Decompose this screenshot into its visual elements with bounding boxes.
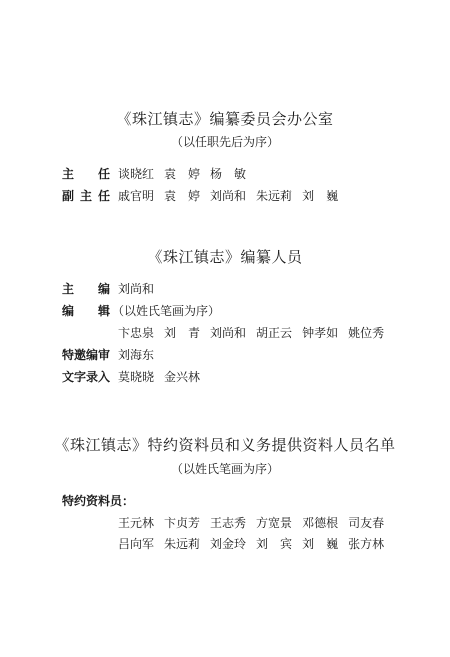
name-list [112, 302, 220, 319]
person-name: 刘 巍 [302, 189, 339, 203]
name-list [118, 324, 384, 341]
person-name: 钟孝如 [302, 326, 339, 340]
person-name: 张方林 [348, 537, 385, 551]
section1-title: 《珠江镇志》编纂委员会办公室 [116, 110, 334, 128]
person-name: 邓德根 [302, 516, 339, 530]
section2-title: 《珠江镇志》编纂人员 [147, 248, 303, 266]
row-label: 主 编 [62, 282, 110, 296]
person-name: 杨 敏 [210, 167, 247, 181]
row-label: 文字录入 [62, 370, 111, 384]
section3-title: 《珠江镇志》特约资料员和义务提供资料人员名单 [54, 436, 396, 454]
person-name: 刘 青 [164, 326, 201, 340]
row-label: 副 主 任 [62, 189, 110, 203]
row-label: 特邀编审 [62, 348, 111, 362]
name-list [118, 280, 154, 297]
name-list [118, 368, 200, 385]
person-name: 朱远莉 [256, 189, 293, 203]
person-name: 刘 宾 [256, 537, 293, 551]
person-name: 刘金玲 [210, 537, 247, 551]
person-name: 方宽景 [256, 516, 293, 530]
name-list [118, 514, 384, 531]
person-name: 莫晓晓 [118, 370, 155, 384]
person-name: 刘 巍 [302, 537, 339, 551]
person-name: 卞忠泉 [118, 326, 155, 340]
name-list [118, 535, 384, 552]
person-name: 谈晓红 [118, 167, 155, 181]
person-name: 袁 婷 [164, 167, 201, 181]
person-name: 卞贞芳 [164, 516, 201, 530]
section3-note: （以姓氏笔画为序） [170, 462, 279, 476]
person-name: 胡正云 [256, 326, 293, 340]
name-list [118, 165, 246, 182]
person-name: 刘尚和 [210, 189, 247, 203]
row-label: 特约资料员： [62, 494, 135, 508]
person-name: 戚官明 [118, 189, 155, 203]
person-name: 姚位秀 [348, 326, 385, 340]
name-list [118, 346, 154, 363]
person-name: 王志秀 [210, 516, 247, 530]
ordering-note: （以姓氏笔画为序） [112, 304, 221, 318]
person-name: 刘尚和 [118, 282, 155, 296]
person-name: 朱远莉 [164, 537, 201, 551]
person-name: 袁 婷 [164, 189, 201, 203]
person-name: 金兴林 [164, 370, 201, 384]
person-name: 王元林 [118, 516, 155, 530]
person-name: 司友春 [348, 516, 385, 530]
row-label: 主 任 [62, 167, 110, 181]
person-name: 吕向军 [118, 537, 155, 551]
name-list [118, 187, 338, 204]
row-label: 编 辑 [62, 304, 110, 318]
person-name: 刘尚和 [210, 326, 247, 340]
section1-note: （以任职先后为序） [170, 135, 279, 149]
person-name: 刘海东 [118, 348, 155, 362]
